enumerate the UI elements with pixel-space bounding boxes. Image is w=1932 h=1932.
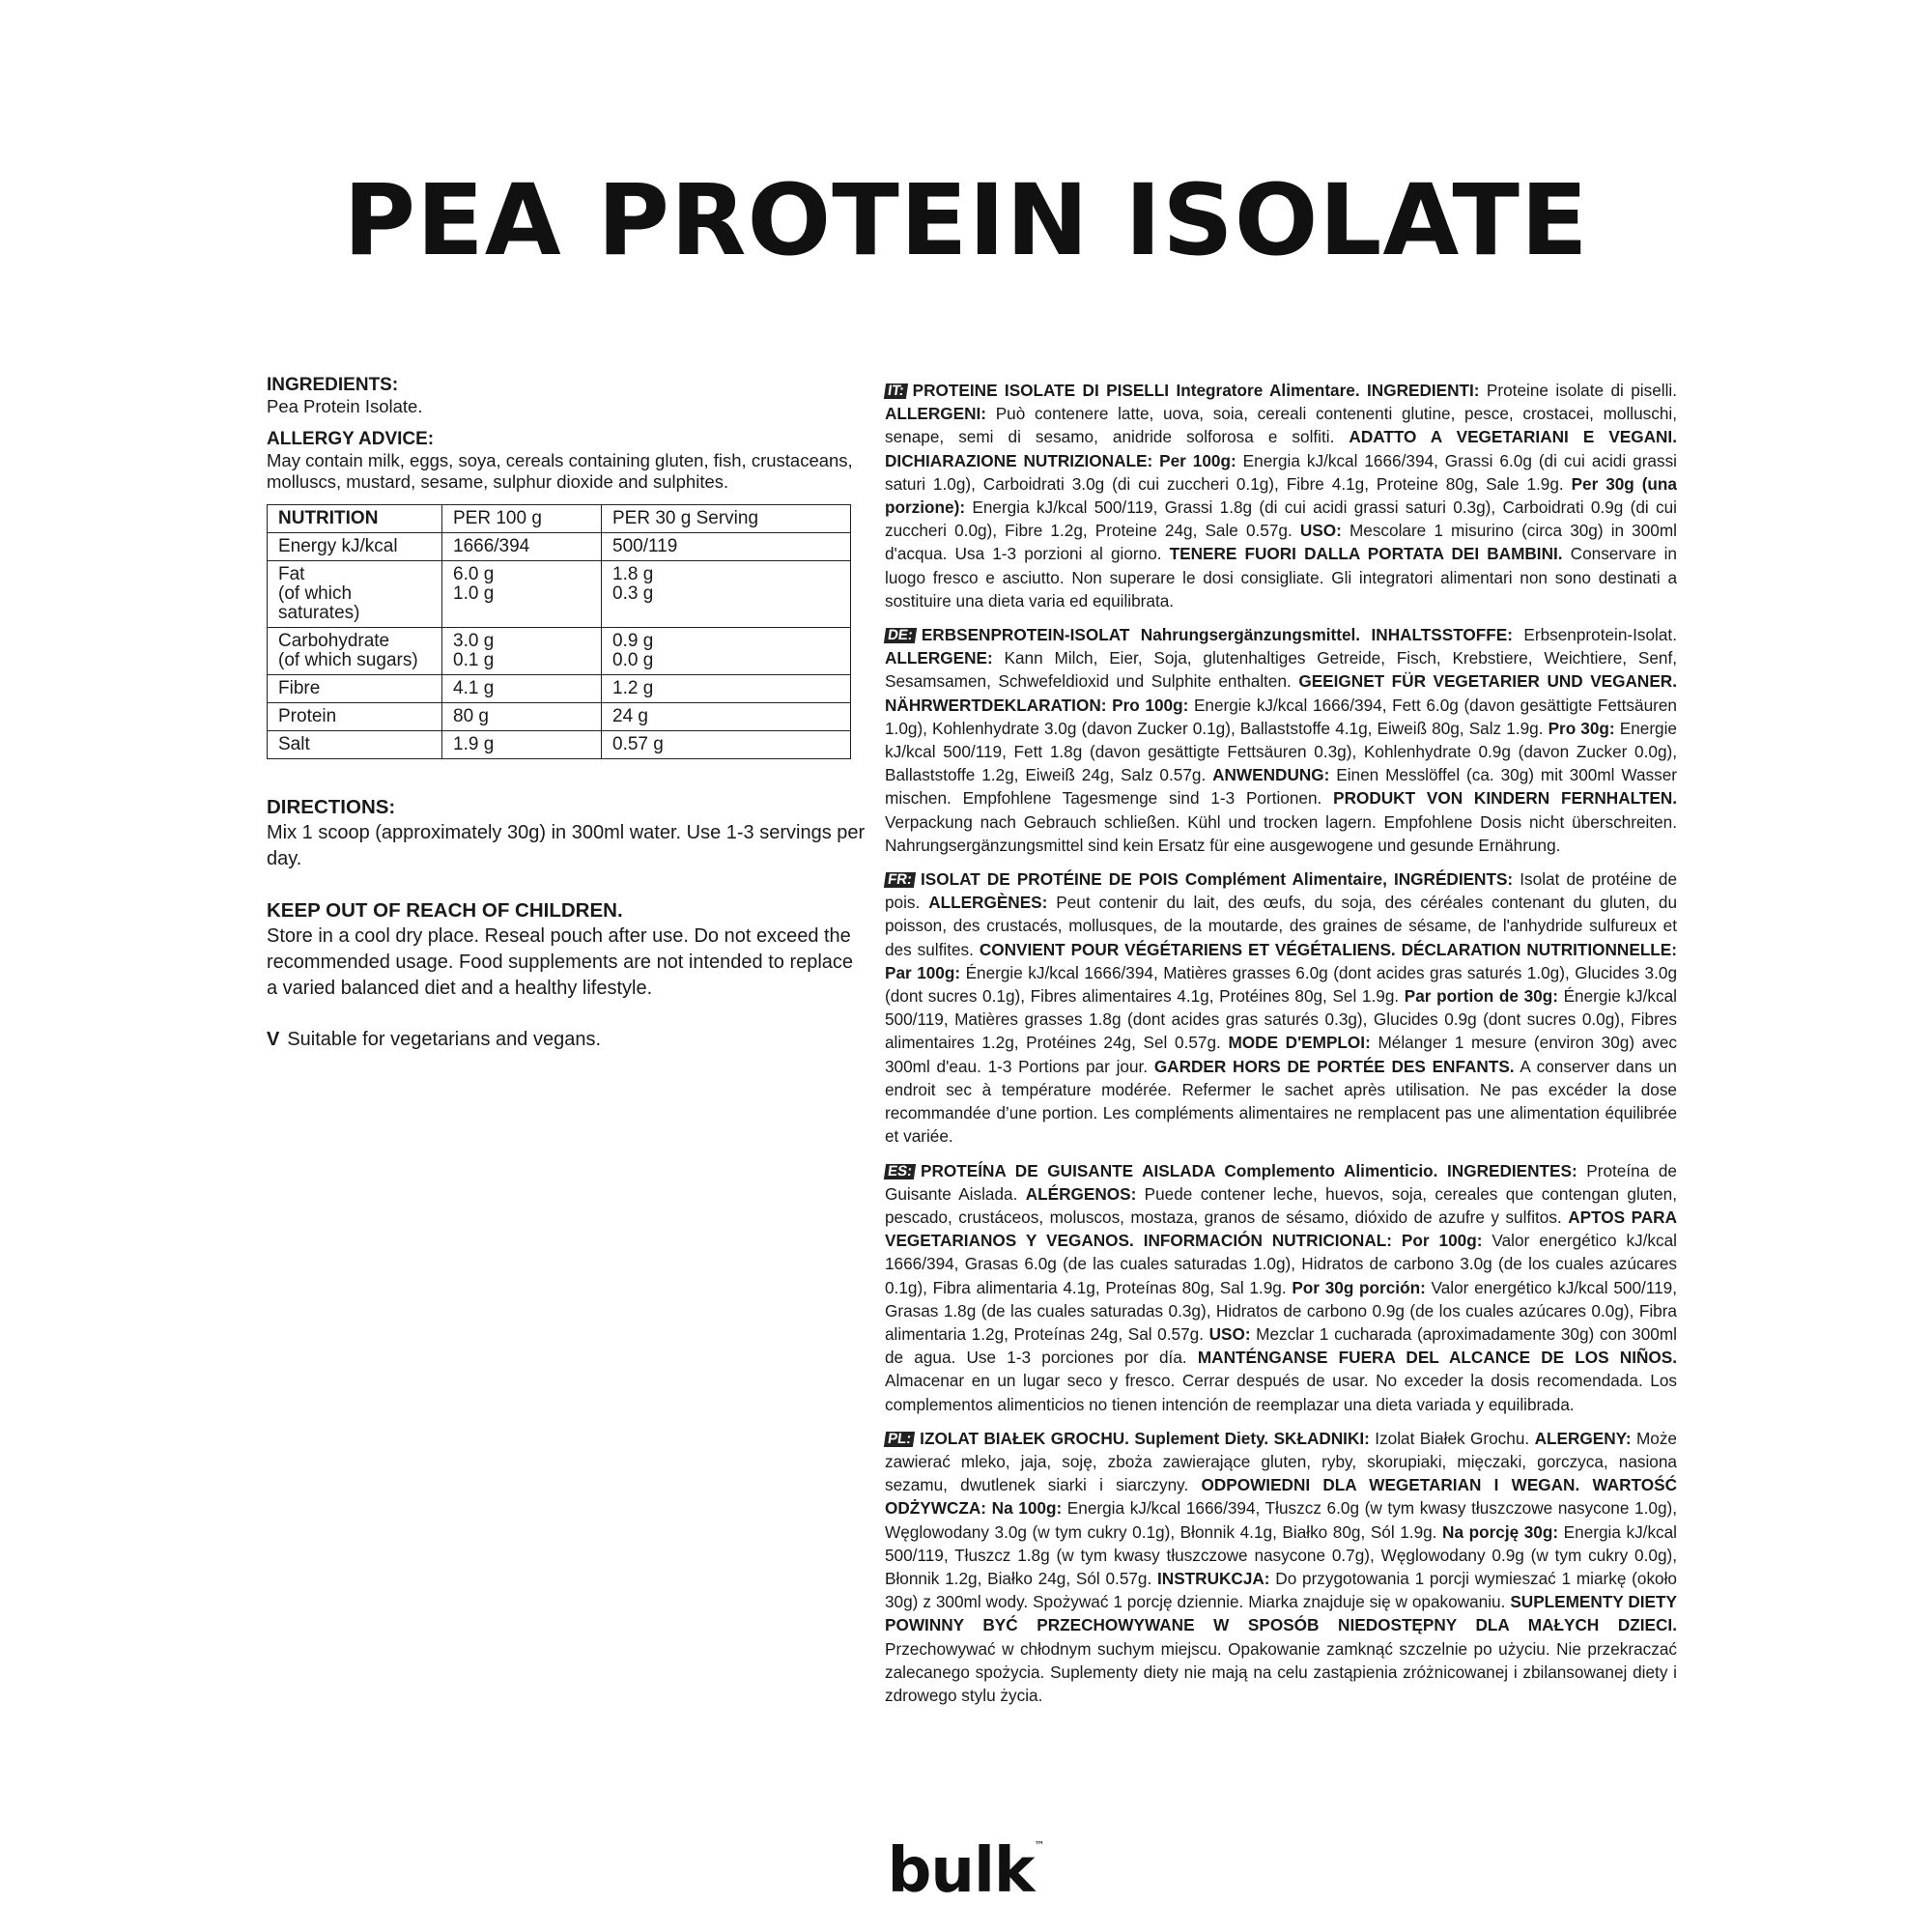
keep-out-block xyxy=(267,897,866,1002)
ingredients-heading: INGREDIENTS: xyxy=(267,375,399,395)
english-panel xyxy=(267,375,866,1053)
nutrition-header-per30: PER 30 g Serving xyxy=(602,505,851,533)
text-segment: Almacenar en un lugar seco y fresco. Cerrar después de usar. No exceder la dosis recomendada. Los complementos alimenticios no tienen intención de reemplazar una dieta variada y equilibrada. xyxy=(885,1371,1677,1414)
bold-segment: ERBSENPROTEIN-ISOLAT Nahrungsergänzungsmittel. INHALTSSTOFFE: xyxy=(921,625,1513,645)
text-segment: Energie kJ/kcal 1666/394, Fett 6.0g (davon gesättigte Fettsäuren 1.0g), Kohlenhydrate 3.0g (davon Zucker 0.1g), Ballaststoffe 4.1g, Eiweiß 80g, Salz 1.9g. xyxy=(885,695,1677,738)
per100-value-cell xyxy=(442,533,602,561)
per30-value: 500/119 xyxy=(612,536,678,556)
bulk-logo xyxy=(0,1835,1932,1907)
bold-segment: ALERGENY: xyxy=(1534,1428,1632,1448)
bold-segment: PROTEÍNA DE GUISANTE AISLADA Complemento Alimenticio. INGREDIENTES: xyxy=(921,1160,1577,1180)
translations-panel xyxy=(885,379,1677,1718)
bold-segment: ODPOWIEDNI DLA WEGETARIAN I WEGAN. WARTOŚĆ ODŻYWCZA: Na 100g: xyxy=(885,1475,1677,1519)
per100-value-cell xyxy=(442,628,602,675)
nutrient-name-sub: (of which sugars) xyxy=(278,650,418,670)
nutrient-name-cell xyxy=(268,703,442,731)
per30-value: 0.57 g xyxy=(612,734,664,754)
translation-it xyxy=(885,379,1677,612)
language-code-badge: FR: xyxy=(884,872,916,888)
text-segment: Energie kJ/kcal 500/119, Fett 1.8g (davon gesättigte Fettsäuren 0.3g), Kohlenhydrate 0.9g (davon Zucker 0.0g), Ballaststoffe 1.2g, Eiweiß 24g, Salz 0.57g. xyxy=(885,718,1677,785)
nutrition-header-label: NUTRITION xyxy=(268,505,442,533)
bold-segment: CONVIENT POUR VÉGÉTARIENS ET VÉGÉTALIENS. DÉCLARATION NUTRITIONNELLE: Par 100g: xyxy=(885,939,1677,982)
text-segment: Conservare in luogo fresco e asciutto. Non superare le dosi consigliate. Gli integratori alimentari non sono destinati a sostituire una dieta varia ed equilibrata. xyxy=(885,544,1677,611)
per100-value-cell xyxy=(442,731,602,759)
bold-segment: GEEIGNET FÜR VEGETARIER UND VEGANER. NÄHRWERTDEKLARATION: Pro 100g: xyxy=(885,671,1677,715)
nutrient-name-cell xyxy=(268,561,442,628)
nutrient-name-cell xyxy=(268,628,442,675)
text-segment: Energia kJ/kcal 1666/394, Grassi 6.0g (di cui acidi grassi saturi 1.0g), Carboidrati 3.0g (di cui zuccheri 0.1g), Fibre 4.1g, Proteine 80g, Sale 1.9g. xyxy=(885,450,1677,494)
text-segment: Kann Milch, Eier, Soja, glutenhaltiges Getreide, Fisch, Krebstiere, Weichtiere, Senf, Sesamsamen, Schwefeldioxid und Sulphite enthalten. xyxy=(885,648,1677,692)
text-segment: Proteine isolate di piselli. xyxy=(1479,381,1677,400)
bold-segment: ALLERGENI: xyxy=(885,404,987,424)
page-title: PEA PROTEIN ISOLATE xyxy=(343,163,1589,278)
per100-value-cell xyxy=(442,703,602,731)
text-segment: Puede contener leche, huevos, soja, cereales que contengan gluten, pescado, crustáceos, moluscos, mostaza, granos de sésamo, dióxido de azufre y sulfitos. xyxy=(885,1183,1677,1227)
nutrient-name-cell xyxy=(268,675,442,703)
per30-value: 1.8 g xyxy=(612,564,654,584)
nutrient-name: Protein xyxy=(278,706,337,726)
bold-segment: Por 30g porción: xyxy=(1292,1277,1426,1297)
nutrient-name: Energy kJ/kcal xyxy=(278,536,398,556)
per30-value-cell xyxy=(602,731,851,759)
per100-value-sub: 0.1 g xyxy=(453,650,495,670)
bold-segment: MODE D'EMPLOI: xyxy=(1228,1033,1371,1053)
bold-segment: SUPLEMENTY DIETY POWINNY BYĆ PRZECHOWYWANE W SPOSÓB NIEDOSTĘPNY DLA MAŁYCH DZIECI. xyxy=(885,1592,1677,1635)
per100-value: 1666/394 xyxy=(453,536,530,556)
per100-value: 1.9 g xyxy=(453,734,495,754)
per30-value: 0.9 g xyxy=(612,631,654,651)
bold-segment: INSTRUKCJA: xyxy=(1157,1568,1270,1588)
bold-segment: ALLERGENE: xyxy=(885,648,993,668)
bold-segment: USO: xyxy=(1299,521,1342,541)
nutrition-row xyxy=(268,533,851,561)
text-segment: Erbsenprotein-Isolat. xyxy=(1512,625,1677,645)
text-segment: Può contenere latte, uova, soia, cereali contenenti glutine, pesce, crostacei, molluschi, senape, semi di sesamo, anidride solforosa e solfiti. xyxy=(885,404,1677,447)
ingredients-text: Pea Protein Isolate. xyxy=(267,396,423,416)
bold-segment: IZOLAT BIAŁEK GROCHU. Suplement Diety. SKŁADNIKI: xyxy=(920,1428,1370,1448)
vegan-statement xyxy=(267,1027,866,1053)
vegan-text: Suitable for vegetarians and vegans. xyxy=(287,1029,602,1050)
bold-segment: ALÉRGENOS: xyxy=(1025,1183,1137,1204)
bold-segment: MANTÉNGANSE FUERA DEL ALCANCE DE LOS NIÑOS. xyxy=(1197,1348,1677,1368)
bold-segment: TENERE FUORI DALLA PORTATA DEI BAMBINI. xyxy=(1169,544,1563,564)
bold-segment: Na porcję 30g: xyxy=(1442,1521,1559,1542)
per30-value-cell xyxy=(602,675,851,703)
per100-value: 6.0 g xyxy=(453,564,495,584)
text-segment: Énergie kJ/kcal 500/119, Matières grasses 1.8g (dont acides gras saturés 0.3g), Glucides 0.9g (dont sucres 0.0g), Fibres alimentaires 1.2g, Protéines 24g, Sel 0.57g. xyxy=(885,986,1677,1053)
keep-out-text: Store in a cool dry place. Reseal pouch after use. Do not exceed the recommended usage. Food supplements are not intended to replace a varied balanced diet and a healthy lifestyle. xyxy=(267,925,854,999)
ingredients-block xyxy=(267,375,866,417)
translation-es xyxy=(885,1159,1677,1416)
nutrient-name: Salt xyxy=(278,734,310,754)
per100-value-cell xyxy=(442,561,602,628)
text-segment: Energia kJ/kcal 500/119, Tłuszcz 1.8g (w tym kwasy tłuszczowe nasycone 0.7g), Węglowodany 0.9g (w tym cukry 0.0g), Błonnik 1.2g, Białko 24g, Sól 0.57g. xyxy=(885,1521,1678,1588)
directions-text: Mix 1 scoop (approximately 30g) in 300ml water. Use 1-3 servings per day. xyxy=(267,822,866,869)
text-segment: Energia kJ/kcal 1666/394, Tłuszcz 6.0g (w tym kwasy tłuszczowe nasycone 1.0g), Węglowodany 3.0g (w tym cukry 0.1g), Błonnik 4.1g, Białko 80g, Sól 1.9g. xyxy=(885,1498,1678,1542)
text-segment: Może zawierać mleko, jaja, soję, zboża zawierające gluten, ryby, skorupiaki, mięczaki, gorczyca, nasiona sezamu, dwutlenek siarki i siarczyny. xyxy=(885,1428,1677,1495)
text-segment: Do przygotowania 1 porcji wymieszać 1 miarkę (około 30g) z 300ml wody. Spożywać 1 porcję dziennie. Miarka znajduje się w opakowaniu. xyxy=(885,1568,1677,1612)
per30-value-cell xyxy=(602,628,851,675)
text-segment: Einen Messlöffel (ca. 30g) mit 300ml Wasser mischen. Empfohlene Tagesmenge sind 1-3 Portionen. xyxy=(885,765,1677,809)
text-segment: Verpackung nach Gebrauch schließen. Kühl und trocken lagern. Empfohlene Dosis nicht überschreiten. Nahrungsergänzungsmittel sind kein Ersatz für eine ausgewogene und gesunde Ernährung. xyxy=(885,811,1677,855)
bold-segment: ADATTO A VEGETARIANI E VEGANI. DICHIARAZIONE NUTRIZIONALE: Per 100g: xyxy=(885,427,1677,470)
per30-value-sub: 0.3 g xyxy=(612,583,654,604)
nutrition-row xyxy=(268,561,851,628)
text-segment: Peut contenir du lait, des œufs, du soja, des céréales contenant du gluten, du poisson, des crustacés, mollusques, de la moutarde, des graines de sésame, de l'anhydride sulfureux et des sulfites. xyxy=(885,893,1677,959)
per30-value-cell xyxy=(602,703,851,731)
directions-block xyxy=(267,794,866,872)
bold-segment: PROTEINE ISOLATE DI PISELLI Integratore Alimentare. INGREDIENTI: xyxy=(912,381,1480,400)
per100-value-sub: 1.0 g xyxy=(453,583,495,604)
translation-pl xyxy=(885,1427,1677,1707)
nutrition-row xyxy=(268,675,851,703)
bold-segment: USO: xyxy=(1208,1323,1251,1344)
bold-segment: APTOS PARA VEGETARIANOS Y VEGANOS. INFORMACIÓN NUTRICIONAL: Por 100g: xyxy=(885,1207,1677,1251)
language-code-badge: DE: xyxy=(884,628,917,643)
nutrient-name: Carbohydrate xyxy=(278,631,390,651)
bold-segment: ISOLAT DE PROTÉINE DE POIS Complément Alimentaire, INGRÉDIENTS: xyxy=(921,869,1514,890)
nutrition-header-per100: PER 100 g xyxy=(442,505,602,533)
nutrient-name-sub: (of which saturates) xyxy=(278,583,360,623)
text-segment: Izolat Białek Grochu. xyxy=(1369,1428,1535,1448)
text-segment: Proteína de Guisante Aislada. xyxy=(885,1160,1677,1204)
text-segment: Mezclar 1 cucharada (aproximadamente 30g) con 300ml de agua. Use 1-3 porciones por día. xyxy=(885,1323,1677,1368)
nutrient-name: Fibre xyxy=(278,678,321,698)
per30-value: 1.2 g xyxy=(612,678,654,698)
per100-value: 80 g xyxy=(453,706,489,726)
keep-out-heading: KEEP OUT OF REACH OF CHILDREN. xyxy=(267,899,623,922)
allergy-heading: ALLERGY ADVICE: xyxy=(267,429,435,449)
allergy-text: May contain milk, eggs, soya, cereals containing gluten, fish, crustaceans, molluscs, mustard, sesame, sulphur dioxide and sulphites. xyxy=(267,450,853,492)
text-segment: Énergie kJ/kcal 1666/394, Matières grasses 6.0g (dont acides gras saturés 1.0g), Glucides 3.0g (dont sucres 0.1g), Fibres alimentaires 4.1g, Protéines 80g, Sel 1.9g. xyxy=(885,962,1677,1007)
nutrient-name: Fat xyxy=(278,564,305,584)
text-segment: A conserver dans un endroit sec à température modérée. Refermer le sachet après utilisation. Ne pas excéder la dose recommandée d’une portion. Les compléments alimentaires ne remplacent pas une alimentation équilibrée et variée. xyxy=(885,1056,1677,1147)
per30-value-cell xyxy=(602,533,851,561)
language-code-badge: IT: xyxy=(884,384,908,399)
text-segment: Mélanger 1 mesure (environ 30g) avec 300ml d'eau. 1-3 Portions par jour. xyxy=(885,1033,1678,1076)
bold-segment: Pro 30g: xyxy=(1548,718,1615,738)
nutrition-table xyxy=(267,504,851,759)
translation-fr xyxy=(885,867,1677,1148)
bold-segment: Per 30g (una porzione): xyxy=(885,473,1677,518)
per100-value-cell xyxy=(442,675,602,703)
bold-segment: ANWENDUNG: xyxy=(1212,765,1330,785)
nutrition-row xyxy=(268,703,851,731)
text-segment: Valor energético kJ/kcal 500/119, Grasas 1.8g (de las cuales saturadas 0.3g), Hidratos de carbono 0.9g (de los cuales azúcares 0.0g), Fibra alimentaria 1.2g, Proteínas 24g, Sal 0.57g. xyxy=(885,1277,1677,1344)
per30-value-cell xyxy=(602,561,851,628)
per30-value-sub: 0.0 g xyxy=(612,650,654,670)
text-segment: Mescolare 1 misurino (circa 30g) in 300ml d'acqua. Usa 1-3 porzioni al giorno. xyxy=(885,521,1677,564)
language-code-badge: PL: xyxy=(884,1432,915,1447)
bold-segment: ALLERGÈNES: xyxy=(928,893,1048,913)
text-segment: Valor energético kJ/kcal 1666/394, Grasas 6.0g (de las cuales saturadas 1.0g), Hidratos de carbono 3.0g (de los cuales azúcares 0.1g), Fibra alimentaria 4.1g, Proteínas 80g, Sal 1.9g. xyxy=(885,1231,1677,1297)
nutrition-header-row xyxy=(268,505,851,533)
translation-de xyxy=(885,623,1677,857)
text-segment: Isolat de protéine de pois. xyxy=(885,869,1678,913)
bulk-logo-text: bulk xyxy=(887,1835,1035,1907)
bold-segment: Par portion de 30g: xyxy=(1404,986,1558,1007)
bold-segment: PRODUKT VON KINDERN FERNHALTEN. xyxy=(1333,788,1678,809)
per100-value: 3.0 g xyxy=(453,631,495,651)
text-segment: Energia kJ/kcal 500/119, Grassi 1.8g (di cui acidi grassi saturi 0.3g), Carboidrati 0.9g (di cui zuccheri 0.0g), Fibre 1.2g, Proteine 24g, Sale 0.57g. xyxy=(885,497,1677,541)
per30-value: 24 g xyxy=(612,706,648,726)
allergy-block xyxy=(267,429,866,493)
text-segment: Przechowywać w chłodnym suchym miejscu. Opakowanie zamknąć szczelnie po użyciu. Nie przekraczać zalecanego spożycia. Suplementy diety nie mają na celu zastąpienia zróżnicowanej i zbilansowanej diety i zdrowego stylu życia. xyxy=(885,1638,1677,1705)
nutrition-row xyxy=(268,731,851,759)
nutrient-name-cell xyxy=(268,533,442,561)
trademark-mark: ™ xyxy=(1034,1839,1045,1852)
nutrition-body xyxy=(268,533,851,759)
nutrition-row xyxy=(268,628,851,675)
language-code-badge: ES: xyxy=(884,1164,916,1179)
vegan-v-icon: V xyxy=(267,1029,280,1050)
per100-value: 4.1 g xyxy=(453,678,495,698)
directions-heading: DIRECTIONS: xyxy=(267,796,396,818)
bold-segment: GARDER HORS DE PORTÉE DES ENFANTS. xyxy=(1153,1056,1515,1076)
nutrient-name-cell xyxy=(268,731,442,759)
